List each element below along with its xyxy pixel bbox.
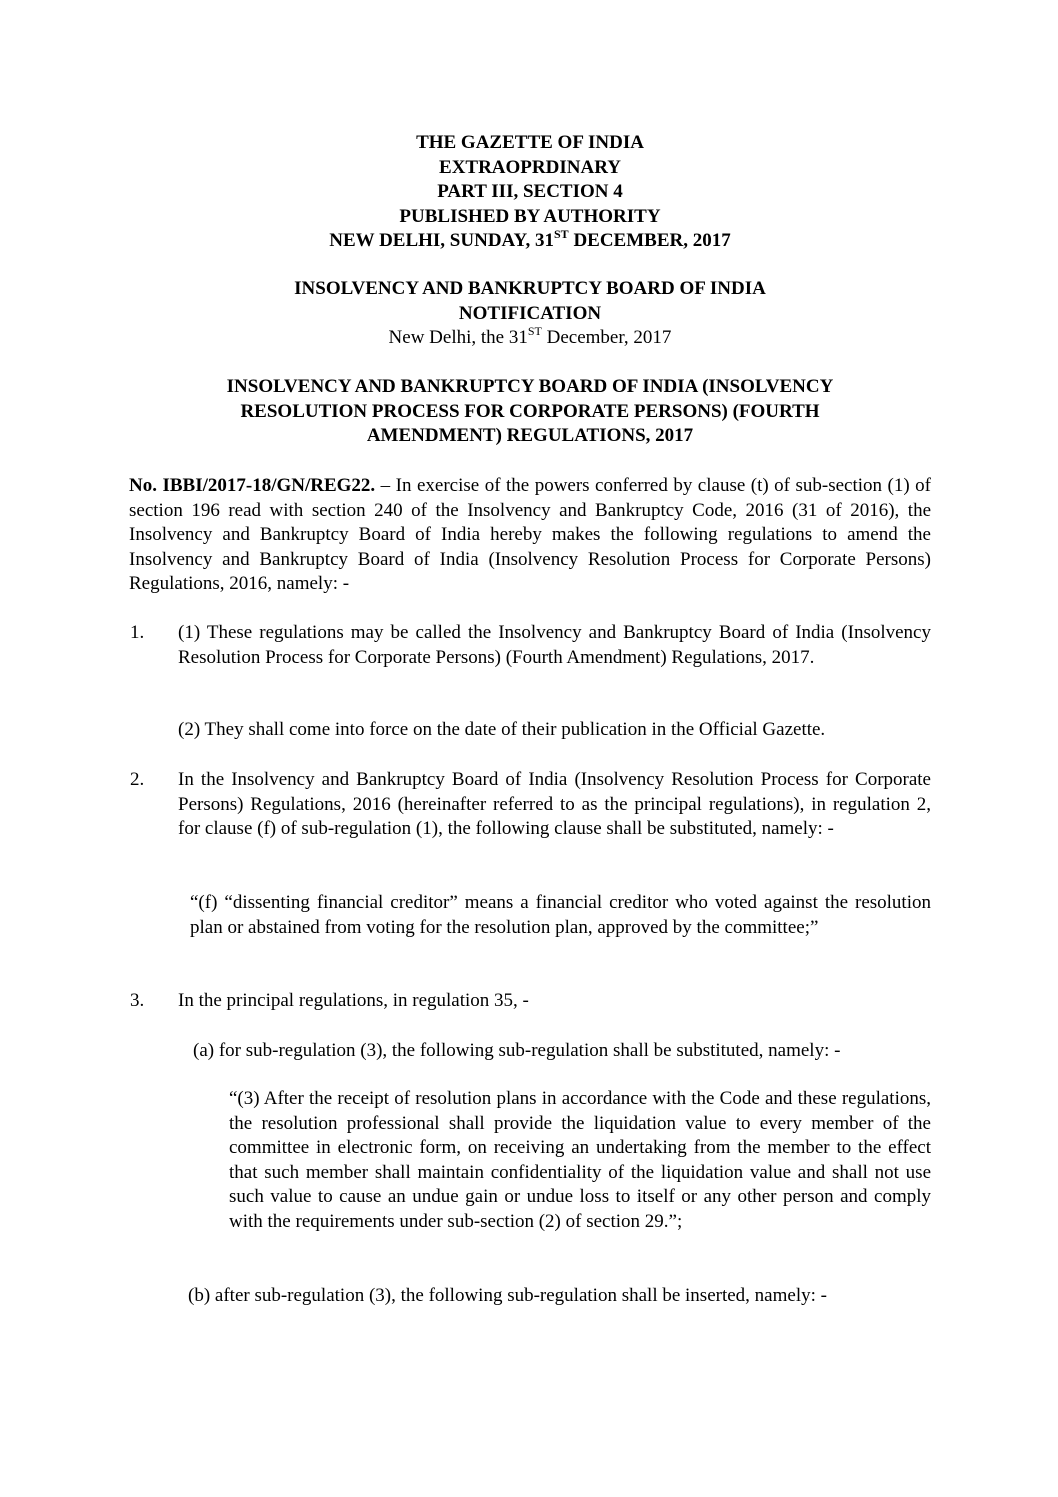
item-2-text: In the Insolvency and Bankruptcy Board of India (Insolvency Resolution Process for Corporate Persons) Regulations, 2016 (hereinafter referred to as the principal regulations), in regulation 2, for clause (f) of sub-regulation (1), the following clause shall be substituted, namely: -	[178, 769, 931, 839]
item-1-subclause-2: (2) They shall come into force on the date of their publication in the Official Gazette.	[178, 719, 826, 740]
item-3-quote: “(3) After the receipt of resolution plans in accordance with the Code and these regulations, the resolution professional shall provide the liquidation value to every member of the committee in electronic form, on receiving an undertaking from the member to the effect that such member shall maintain confidentiality of the liquidation value and shall not use such value to cause an undue gain or undue loss to itself or any other person and comply with the requirements under sub-section (2) of section 29.”;	[229, 1088, 931, 1232]
regulation-title: INSOLVENCY AND BANKRUPTCY BOARD OF INDIA (INSOLVENCY RESOLUTION PROCESS FOR CORPORATE PERSONS) (FOURTH AMENDMENT) REGULATIONS, 2017	[226, 376, 834, 446]
board-name: INSOLVENCY AND BANKRUPTCY BOARD OF INDIA	[294, 278, 766, 299]
preamble-text: – In exercise of the powers conferred by clause (t) of sub-section (1) of section 196 read with section 240 of the Insolvency and Bankruptcy Code, 2016 (31 of 2016), the Insolvency and Bankruptcy Board of India hereby makes the following regulations to amend the Insolvency and Bankruptcy Board of India (Insolvency Resolution Process for Corporate Persons) Regulations, 2016, namely: -	[129, 475, 931, 594]
gazette-header	[230, 131, 830, 254]
notification-number: No. IBBI/2017-18/GN/REG22.	[129, 475, 376, 496]
item-number-1: 1.	[130, 622, 145, 643]
notification-heading: NOTIFICATION	[458, 302, 602, 324]
item-2-quote: “(f) “dissenting financial creditor” means a financial creditor who voted against the resolution plan or abstained from voting for the resolution plan, approved by the committee;”	[190, 892, 931, 938]
gazette-title: THE GAZETTE OF INDIA	[416, 132, 644, 153]
gazette-part: PART III, SECTION 4	[437, 181, 623, 202]
board-header	[230, 277, 830, 351]
item-1-text: (1) These regulations may be called the Insolvency and Bankruptcy Board of India (Insolvency Resolution Process for Corporate Persons) (Fourth Amendment) Regulations, 2017.	[178, 622, 931, 668]
gazette-extraordinary: EXTRAOPRDINARY	[439, 156, 621, 178]
item-number-2: 2.	[130, 769, 145, 790]
gazette-date: NEW DELHI, SUNDAY, 31ST DECEMBER, 2017	[329, 226, 731, 251]
notification-date: New Delhi, the 31ST December, 2017	[388, 323, 672, 348]
preamble	[129, 474, 931, 597]
item-3-text: In the principal regulations, in regulation 35, -	[178, 990, 529, 1011]
item-3-subclause-b: (b) after sub-regulation (3), the following sub-regulation shall be inserted, namely: -	[188, 1285, 827, 1306]
item-number-3: 3.	[130, 990, 145, 1011]
gazette-authority: PUBLISHED BY AUTHORITY	[399, 205, 661, 227]
item-3-subclause-a: (a) for sub-regulation (3), the following sub-regulation shall be substituted, namely: -	[193, 1040, 841, 1061]
